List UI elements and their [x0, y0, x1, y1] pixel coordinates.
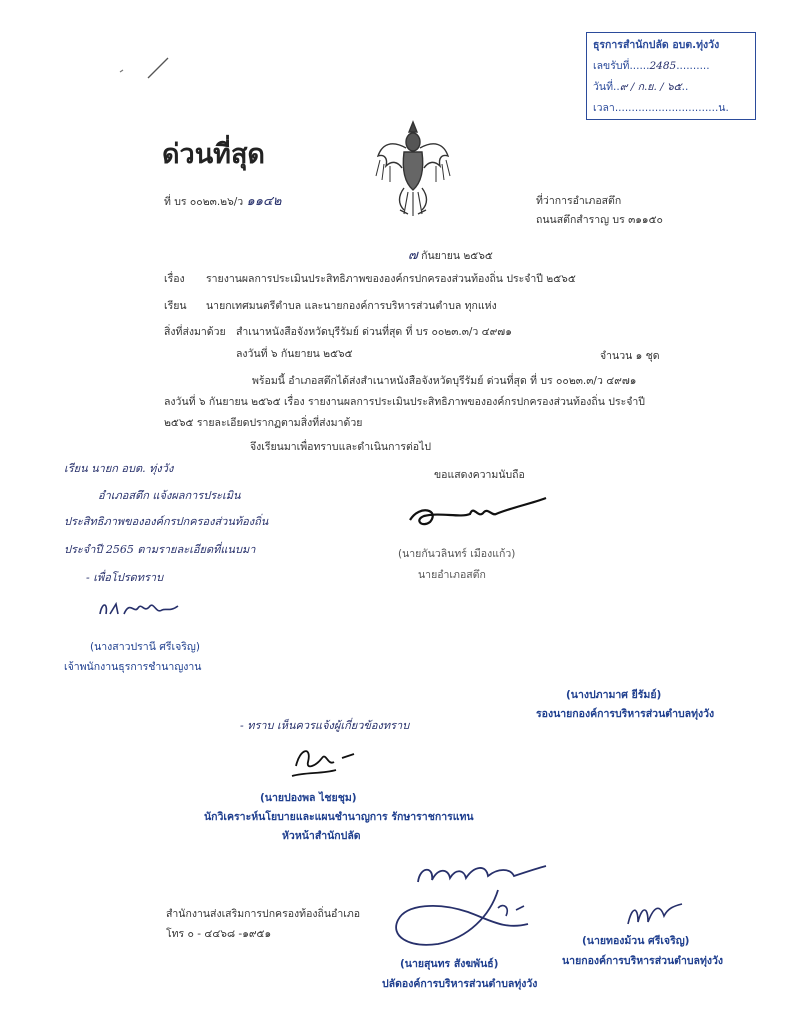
stamp-received-row: เลขรับที่......2485.......... — [593, 60, 710, 72]
stamp-received-label: เลขรับที่ — [593, 60, 630, 72]
subject-text: รายงานผลการประเมินประสิทธิภาพขององค์กรปกครองส่วนท้องถิ่น ประจำปี ๒๕๖๕ — [206, 273, 576, 285]
doc-date-day: ๗ — [408, 248, 418, 263]
stamp-date-value: ๙ / ก.ย. / ๖๕ — [619, 81, 682, 93]
mayor-name: (นายทองม้วน ศรีเจริญ) — [582, 935, 690, 947]
doc-number — [164, 190, 281, 211]
clerk-signature — [378, 846, 568, 956]
district-chief-title: นายอำเภอสตึก — [418, 569, 486, 581]
enclosure-line1: สำเนาหนังสือจังหวัดบุรีรัมย์ ด่วนที่สุด ที่ บร ๐๐๒๓.๓/ว ๔๙๗๑ — [236, 326, 512, 338]
enclosure-line2: ลงวันที่ ๖ กันยายน ๒๕๖๕ — [236, 348, 353, 360]
office-address: ถนนสตึกสำราญ บร ๓๑๑๕๐ — [536, 214, 663, 226]
garuda-emblem — [374, 118, 452, 218]
subject-label: เรื่อง — [164, 273, 185, 285]
doc-number-handwritten: ๑๑๔๒ — [246, 194, 282, 209]
head-handnote: - ทราบ เห็นควรแจ้งผู้เกี่ยวข้องทราบ — [240, 719, 410, 732]
note-line1: เรียน นายก อบต. ทุ่งวัง — [64, 462, 174, 475]
note-line3: ประสิทธิภาพขององค์กรปกครองส่วนท้องถิ่น — [64, 515, 269, 528]
district-chief-signature — [400, 484, 550, 534]
doc-date-month-year: กันยายน ๒๕๖๕ — [421, 250, 493, 262]
enclosure-qty: จำนวน ๑ ชุด — [600, 350, 660, 362]
to-text: นายกเทศมนตรีตำบล และนายกองค์การบริหารส่วนตำบล ทุกแห่ง — [206, 300, 497, 312]
doc-date — [408, 244, 493, 265]
receipt-stamp — [586, 32, 756, 120]
note-line4: ประจำปี 2565 ตามรายละเอียดที่แนบมา — [64, 543, 256, 556]
note-line5: - เพื่อโปรดทราบ — [86, 571, 164, 584]
urgency-label: ด่วนที่สุด — [162, 139, 265, 170]
stamp-time-row: เวลา...............................น. — [593, 102, 729, 114]
note-staff-title: เจ้าพนักงานธุรการชำนาญงาน — [64, 661, 202, 673]
head-title-line2: หัวหน้าสำนักปลัด — [282, 830, 361, 842]
note-line2: อำเภอสตึก แจ้งผลการประเมิน — [98, 489, 241, 502]
head-signature — [282, 736, 372, 780]
clerk-title: ปลัดองค์การบริหารส่วนตำบลทุ่งวัง — [382, 978, 538, 990]
paragraph-line1: พร้อมนี้ อำเภอสตึกได้ส่งสำเนาหนังสือจังหวัดบุรีรัมย์ ด่วนที่สุด ที่ บร ๐๐๒๓.๓/ว ๔๙๗๑ — [252, 375, 637, 387]
footer-office: สำนักงานส่งเสริมการปกครองท้องถิ่นอำเภอ — [166, 908, 361, 920]
office-name: ที่ว่าการอำเภอสตึก — [536, 195, 622, 207]
note-signature — [94, 594, 184, 622]
closing-line: จึงเรียนมาเพื่อทราบและดำเนินการต่อไป — [250, 441, 432, 453]
stamp-received-value: 2485 — [649, 60, 677, 72]
clerk-name: (นายสุนทร สังฆพันธ์) — [400, 958, 499, 970]
scan-mark — [100, 50, 180, 90]
district-chief-name: (นายกันวลินทร์ เมืองแก้ว) — [398, 548, 516, 560]
mayor-title: นายกองค์การบริหารส่วนตำบลทุ่งวัง — [562, 955, 724, 967]
regards: ขอแสดงความนับถือ — [434, 469, 525, 481]
doc-number-label: ที่ บร ๐๐๒๓.๒๖/ว — [164, 196, 244, 208]
to-label: เรียน — [164, 300, 187, 312]
paragraph-line2: ลงวันที่ ๖ กันยายน ๒๕๖๕ เรื่อง รายงานผลการประเมินประสิทธิภาพขององค์กรปกครองส่วนท้องถิ่น ประจำปี — [164, 396, 645, 408]
deputy-name: (นางปภามาศ ยีรัมย์) — [566, 689, 662, 701]
paragraph-line3: ๒๕๖๕ รายละเอียดปรากฏตามสิ่งที่ส่งมาด้วย — [164, 417, 363, 429]
stamp-time-label: เวลา — [593, 102, 615, 114]
head-title-line1: นักวิเคราะห์นโยบายและแผนชำนาญการ รักษาราชการแทน — [204, 811, 474, 823]
head-name: (นายปองพล ไชยชุม) — [260, 792, 357, 804]
stamp-time-suffix: น. — [718, 102, 729, 114]
note-staff-name: (นางสาวปรานี ศรีเจริญ) — [90, 641, 200, 653]
footer-phone: โทร ๐ - ๔๔๖๘ -๑๙๕๑ — [166, 928, 272, 940]
deputy-title: รองนายกองค์การบริหารส่วนตำบลทุ่งวัง — [536, 708, 715, 720]
mayor-signature — [622, 896, 692, 932]
stamp-date-label: วันที่ — [593, 81, 613, 93]
stamp-date-row: วันที่..๙ / ก.ย. / ๖๕.. — [593, 81, 689, 93]
enclosure-label: สิ่งที่ส่งมาด้วย — [164, 326, 226, 338]
stamp-title: ธุรการสำนักปลัด อบต.ทุ่งวัง — [593, 39, 720, 51]
